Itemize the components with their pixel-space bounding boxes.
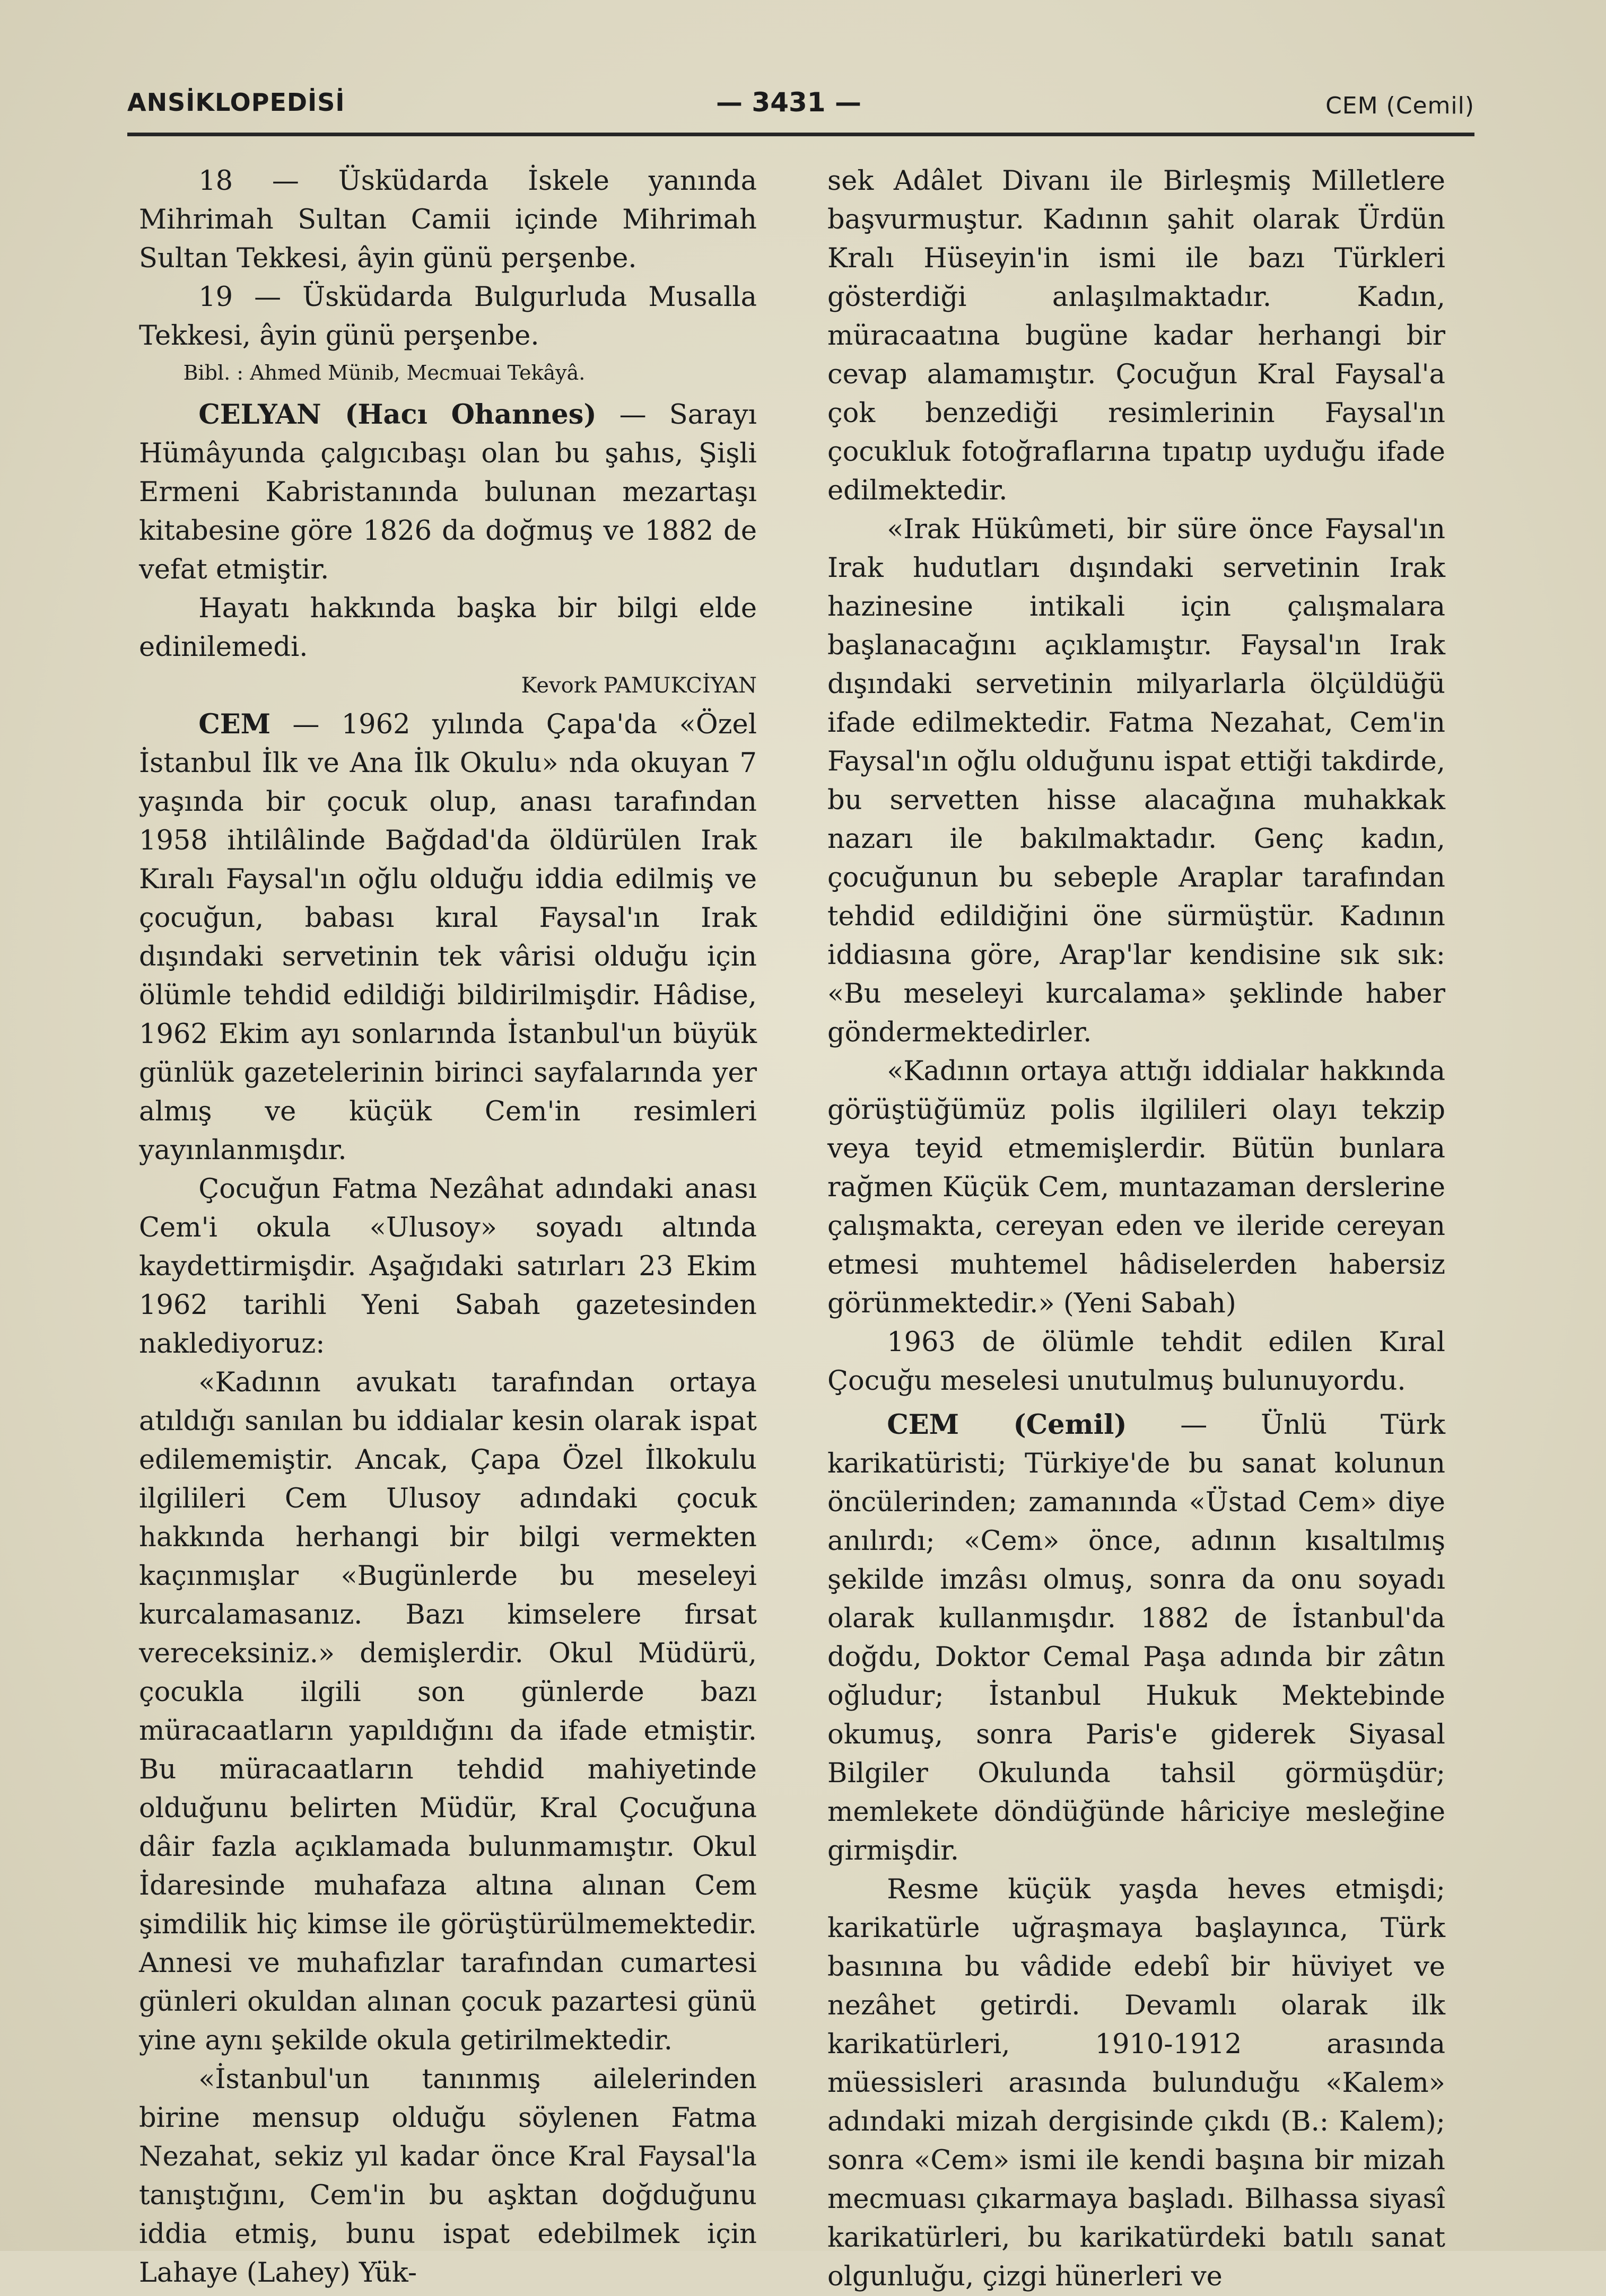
entry-text: — Sarayı Hümâyunda çalgıcıbaşı olan bu şahıs, Şişli Ermeni Kabristanında bulunan mezartaşı kitabesine göre 1826 da doğmuş ve 1882 de vefat etmiştir. [139,399,757,585]
header-page-number: — 3431 — [716,87,861,118]
paragraph: Çocuğun Fatma Nezâhat adındaki anası Cem'i okula «Ulusoy» soyadı altında kaydettirmişdir. Aşağıdaki satırları 23 Ekim 1962 tarihli Yeni Sabah gazetesinden naklediyoruz: [139,1173,757,1360]
paragraph: «Irak Hükûmeti, bir süre önce Faysal'ın Irak hudutları dışındaki servetinin Irak hazinesine intikali için çalışmalara başlanacağını açıklamıştır. Faysal'ın Irak dışındaki servetinin milyarlarla ölçüldüğü ifade edilmektedir. Fatma Nezahat, Cem'in Faysal'ın oğlu olduğunu ispat ettiği takdirde, bu servetten hisse alacağına muhakkak nazarı ile bakılmaktadır. Genç kadın, çocuğunun bu sebeple Araplar tarafından tehdid edildiğini öne sürmüştür. Kadının iddiasına göre, Arap'lar kendisine sık sık: «Bu meseleyi kurcalama» şeklinde haber göndermektedirler. [827,514,1445,1048]
paragraph: Resme küçük yaşda heves etmişdi; karikatürle uğraşmaya başlayınca, Türk basınına bu vâdide edebî bir hüviyet ve nezâhet getirdi. Devamlı olarak ilk karikatürleri, 1910-1912 arasında müessisleri arasında bulunduğu «Kalem» adındaki mizah dergisinde çıkdı (B.: Kalem); sonra «Cem» ismi ile kendi başına bir mizah mecmuası çıkarmaya başladı. Bilhassa siyasî karikatürleri, bu karikatürdeki batılı sanat olgunluğu, çizgi hünerleri ve [827,1874,1445,2292]
paragraph: 18 — Üsküdarda İskele yanında Mihrimah Sultan Camii içinde Mihrimah Sultan Tekkesi, âyin günü perşenbe. [139,165,757,274]
header-publication-title: ANSİKLOPEDİSİ [127,88,345,117]
bibliography: Bibl. : Ahmed Münib, Mecmuai Tekâyâ. [183,361,586,384]
paragraph: 19 — Üsküdarda Bulgurluda Musalla Tekkesi, âyin günü perşenbe. [139,282,757,352]
header-rule [127,133,1474,136]
entry-text: — 1962 yılında Çapa'da «Özel İstanbul İlk ve Ana İlk Okulu» nda okuyan 7 yaşında bir çocuk olup, anası tarafından 1958 ihtilâlinde Bağdad'da öldürülen Irak Kıralı Faysal'ın oğlu olduğu iddia edilmiş ve çocuğun, babası kıral Faysal'ın Irak dışındaki servetinin tek vârisi olduğu için ölümle tehdid edildiği bildirilmişdir. Hâdise, 1962 Ekim ayı sonlarında İstanbul'un büyük günlük gazetelerinin birinci sayfalarında yer almış ve küçük Cem'in resimleri yayınlanmışdır. [139,709,757,1166]
entry-cem-cemil [827,1406,1445,1870]
author-signature: Kevork PAMUKCİYAN [521,673,757,698]
entry-headword: CEM [198,708,271,740]
paragraph: «Kadının avukatı tarafından ortaya atıldığı sanılan bu iddialar kesin olarak ispat edilememiştir. Ancak, Çapa Özel İlkokulu ilgilileri Cem Ulusoy adındaki çocuk hakkında herhangi bir bilgi vermekten kaçınmışlar «Bugünlerde bu meseleyi kurcalamasanız. Bazı kimselere fırsat vereceksiniz.» demişlerdir. Okul Müdürü, çocukla ilgili son günlerde bazı müracaatların yapıldığını da ifade etmiştir. Bu müracaatların tehdid mahiyetinde olduğunu belirten Müdür, Kral Çocuğuna dâir fazla açıklamada bulunmamıştır. Okul İdaresinde muhafaza altına alınan Cem şimdilik hiç kimse ile görüştürülmemektedir. Annesi ve muhafızlar tarafından cumartesi günleri okuldan alınan çocuk pazartesi günü yine aynı şekilde okula getirilmektedir. [139,1367,757,2056]
right-column [827,162,1445,2296]
entry-text: — Ünlü Türk karikatüristi; Türkiye'de bu sanat kolunun öncülerinden; zamanında «Üstad Cem» diye anılırdı; «Cem» önce, adının kısaltılmış şekilde imzâsı olmuş, sonra da onu soyadı olarak kullanmışdır. 1882 de İstanbul'da doğdu, Doktor Cemal Paşa adında bir zâtın oğludur; İstanbul Hukuk Mektebinde okumuş, sonra Paris'e giderek Siyasal Bilgiler Okulunda tahsil görmüşdür; memlekete döndüğünde hâriciye mesleğine girmişdir. [827,1409,1446,1866]
paragraph: sek Adâlet Divanı ile Birleşmiş Milletlere başvurmuştur. Kadının şahit olarak Ürdün Kralı Hüseyin'in ismi ile bazı Türkleri gösterdiği anlaşılmaktadır. Kadın, müracaatına bugüne kadar herhangi bir cevap alamamıştır. Çocuğun Kral Faysal'a çok benzediği resimlerinin Faysal'ın çocukluk fotoğraflarına tıpatıp uyduğu ifade edilmektedir. [827,165,1445,506]
page-header [127,80,1474,138]
header-running-title: CEM (Cemil) [1325,92,1474,119]
paragraph: «Kadının ortaya attığı iddialar hakkında görüştüğümüz polis ilgilileri olayı tekzip veya teyid etmemişlerdir. Bütün bunlara rağmen Küçük Cem, muntazaman derslerine çalışmakta, cereyan eden ve ileride cereyan etmesi muhtemel hâdiselerden habersiz görünmektedir.» (Yeni Sabah) [827,1056,1445,1319]
entry-headword: CELYAN (Hacı Ohannes) [198,399,597,431]
left-column [139,162,757,2292]
entry-headword: CEM (Cemil) [887,1409,1127,1441]
paragraph: 1963 de ölümle tehdit edilen Kıral Çocuğu meselesi unutulmuş bulunuyordu. [827,1327,1445,1397]
paragraph: «İstanbul'un tanınmış ailelerinden birine mensup olduğu söylenen Fatma Nezahat, sekiz yıl kadar önce Kral Faysal'la tanıştığını, Cem'in bu aşktan doğduğunu iddia etmiş, bunu ispat edebilmek için Lahaye (Lahey) Yük- [139,2064,757,2289]
entry-celyan [139,396,757,589]
entry-cem [139,705,757,1170]
paragraph: Hayatı hakkında başka bir bilgi elde edinilemedi. [139,593,757,663]
